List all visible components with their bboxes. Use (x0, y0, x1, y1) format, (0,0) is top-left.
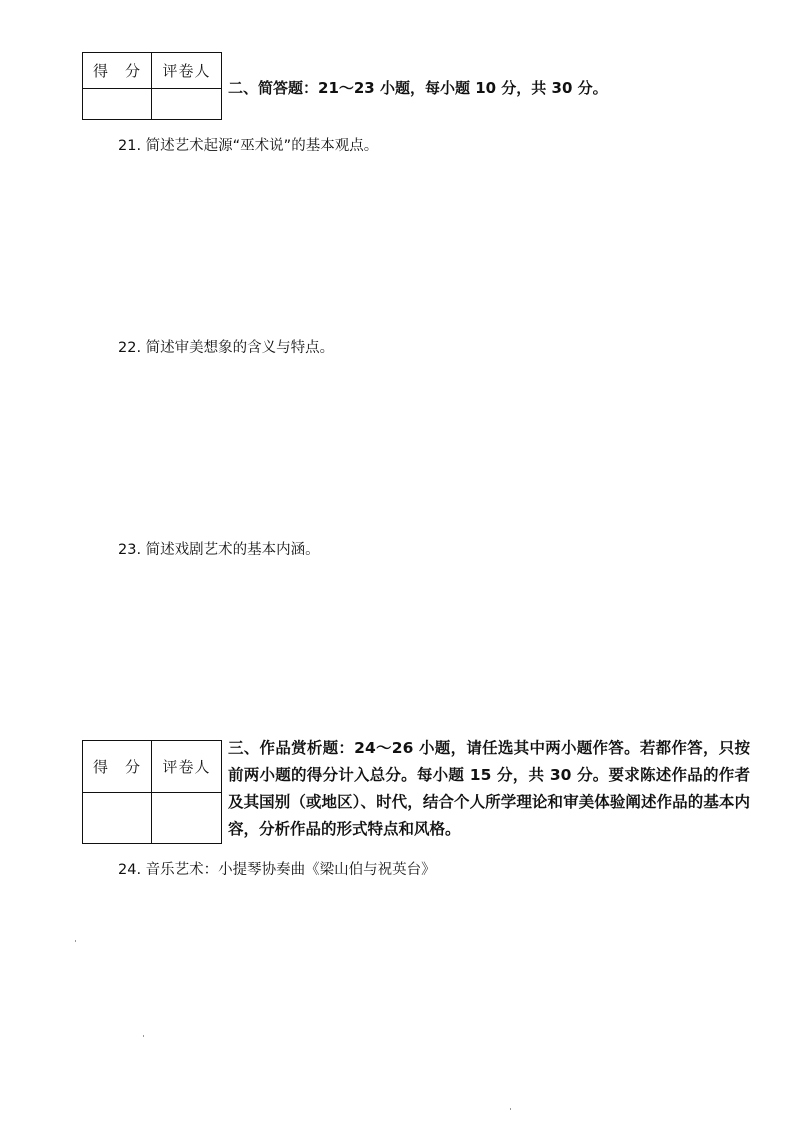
question-21: 21. 简述艺术起源“巫术说”的基本观点。 (118, 138, 379, 154)
grader-label: 评卷人 (152, 741, 221, 793)
scan-speck (510, 1108, 511, 1110)
section-3-instructions: 三、作品赏析题：24～26 小题，请任选其中两小题作答。若都作答，只按前两小题的得分计入总分。每小题 15 分，共 30 分。要求陈述作品的作者及其国别（或地区）、时代，结合个人所学理论和审美体验阐述作品的基本内容，分析作品的形式特点和风格。 (228, 739, 750, 838)
section-2-title: 二、简答题：21～23 小题，每小题 10 分，共 30 分。 (228, 79, 608, 97)
score-table-section-3 (82, 740, 222, 844)
question-23: 23. 简述戏剧艺术的基本内涵。 (118, 542, 320, 558)
score-label: 得 分 (83, 741, 152, 793)
question-24: 24. 音乐艺术：小提琴协奏曲《梁山伯与祝英台》 (118, 862, 436, 878)
grader-input-cell (152, 89, 221, 119)
scan-speck (143, 1035, 144, 1037)
score-table-section-2 (82, 52, 222, 120)
scan-speck (75, 940, 76, 942)
score-input-cell (83, 793, 152, 843)
question-22: 22. 简述审美想象的含义与特点。 (118, 340, 335, 356)
score-label: 得 分 (83, 53, 152, 89)
score-input-cell (83, 89, 152, 119)
grader-input-cell (152, 793, 221, 843)
grader-label: 评卷人 (152, 53, 221, 89)
